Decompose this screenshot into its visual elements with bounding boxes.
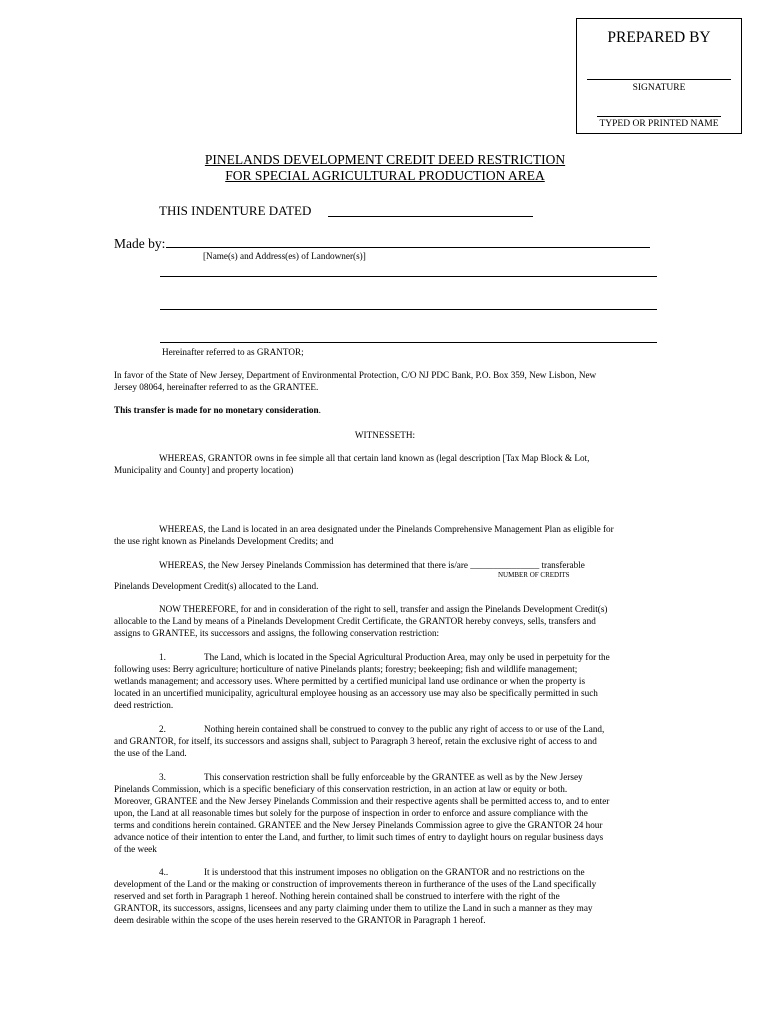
document-title-line2: FOR SPECIAL AGRICULTURAL PRODUCTION AREA	[225, 168, 545, 183]
paragraph-4-line4: GRANTOR, its successors, assigns, licensees and any party claiming under them to utilize the Land in such a manner as they may	[114, 903, 593, 913]
witnesseth-heading: WITNESSETH:	[354, 430, 416, 440]
paragraph-3-line5: terms and conditions herein contained. GRANTEE and the New Jersey Pinelands Commission agree to give the GRANTOR 24 hour	[114, 820, 603, 830]
monetary-statement	[114, 404, 644, 416]
grantee-paragraph	[114, 369, 644, 393]
paragraph-2-line2: and GRANTOR, for itself, its successors and assigns shall, subject to Paragraph 3 hereof, retain the exclusive right of access to and	[114, 736, 597, 746]
landowner-hint: [Name(s) and Address(es) of Landowner(s)]	[203, 251, 366, 261]
grantor-reference: Hereinafter referred to as GRANTOR;	[162, 347, 304, 357]
number-of-credits-label: NUMBER OF CREDITS	[498, 571, 570, 579]
paragraph-1-line1: The Land, which is located in the Special Agricultural Production Area, may only be used in perpetuity for the	[204, 652, 610, 662]
paragraph-3-line4: upon, the Land at all reasonable times but solely for the purpose of inspection in order to enforce and assure compliance with the	[114, 808, 588, 818]
landowner-line-3[interactable]	[160, 309, 657, 310]
now-therefore-line1: NOW THEREFORE, for and in consideration of the right to sell, transfer and assign the Pinelands Development Credit(s)	[159, 604, 608, 614]
grantee-line1: In favor of the State of New Jersey, Department of Environmental Protection, C/O NJ PDC Bank, P.O. Box 359, New Lisbon, New	[114, 370, 597, 380]
paragraph-3-line7: of the week	[114, 844, 157, 854]
paragraph-4-number: 4..	[159, 867, 169, 877]
indenture-label: THIS INDENTURE DATED	[159, 203, 312, 218]
whereas-2	[114, 523, 644, 547]
grantee-line2: Jersey 08064, hereinafter referred to as the GRANTEE.	[114, 382, 319, 392]
whereas-2-line1: WHEREAS, the Land is located in an area designated under the Pinelands Comprehensive Management Plan as eligible for	[159, 524, 614, 534]
paragraph-4-line2: development of the Land or the making or construction of improvements thereon in furtherance of the uses of the Land specifically	[114, 879, 597, 889]
signature-label: SIGNATURE	[632, 83, 686, 93]
monetary-end: .	[318, 405, 321, 415]
paragraph-3	[114, 771, 644, 855]
paragraph-3-number: 3.	[159, 772, 166, 782]
typed-name-line[interactable]	[597, 116, 721, 117]
landowner-line-4[interactable]	[160, 342, 657, 343]
paragraph-1-line4: located in an uncertified municipality, agricultural employee housing as an accessory use may also be specifically permitted in such	[114, 688, 598, 698]
prepared-by-title: PREPARED BY	[607, 29, 711, 46]
landowner-line-2[interactable]	[160, 276, 657, 277]
paragraph-2	[114, 723, 644, 759]
signature-line[interactable]	[587, 79, 731, 80]
paragraph-1-line2: following uses: Berry agriculture; horticulture of native Pinelands plants; forestry; beekeeping; fish and wildlife management;	[114, 664, 578, 674]
paragraph-3-line3: Moreover, GRANTEE and the New Jersey Pinelands Commission and their respective agents shall be permitted access to, and to enter	[114, 796, 610, 806]
paragraph-2-number: 2.	[159, 724, 166, 734]
typed-name-label: TYPED OR PRINTED NAME	[599, 119, 719, 129]
paragraph-3-line1: This conservation restriction shall be fully enforceable by the GRANTEE as well as by the New Jersey	[204, 772, 583, 782]
paragraph-4	[114, 866, 644, 926]
paragraph-1-line3: wetlands management; and accessory uses. Where permitted by a certified municipal land use ordinance or when the property is	[114, 676, 586, 686]
now-therefore	[114, 603, 644, 639]
paragraph-1-number: 1.	[159, 652, 166, 662]
paragraph-4-line1: It is understood that this instrument imposes no obligation on the GRANTOR and no restrictions on the	[204, 867, 585, 877]
prepared-by-box	[576, 18, 742, 134]
paragraph-3-line6: advance notice of their intention to enter the Land, and further, to limit such times of entry to daylight hours on regular business days	[114, 832, 604, 842]
whereas-3-line2: Pinelands Development Credit(s) allocated to the Land.	[114, 581, 319, 591]
paragraph-4-line3: reserved and set forth in Paragraph 1 hereof. Nothing herein contained shall be construed to interfere with the right of the	[114, 891, 560, 901]
whereas-3-line1: WHEREAS, the New Jersey Pinelands Commission has determined that there is/are _______________ transferable	[159, 560, 585, 570]
whereas-1-line2: Municipality and County] and property location)	[114, 465, 294, 475]
document-title-line1: PINELANDS DEVELOPMENT CREDIT DEED RESTRICTION	[204, 152, 566, 167]
paragraph-1-line5: deed restriction.	[114, 700, 174, 710]
whereas-1-line1: WHEREAS, GRANTOR owns in fee simple all that certain land known as (legal description [Tax Map Block & Lot,	[159, 453, 590, 463]
made-by-label: Made by:	[114, 236, 166, 251]
paragraph-1	[114, 651, 644, 711]
now-therefore-line2: allocable to the Land by means of a Pinelands Development Credit Certificate, the GRANTOR hereby conveys, sells, transfers and	[114, 616, 596, 626]
paragraph-2-line3: the use of the Land.	[114, 748, 187, 758]
paragraph-2-line1: Nothing herein contained shall be construed to convey to the public any right of access to or use of the Land,	[204, 724, 605, 734]
now-therefore-line3: assigns to GRANTEE, its successors and assigns, the following conservation restriction:	[114, 628, 440, 638]
indenture-date-line[interactable]	[328, 216, 533, 217]
monetary-bold: This transfer is made for no monetary consideration	[114, 405, 319, 415]
paragraph-3-line2: Pinelands Commission, which is a specific beneficiary of this conservation restriction, in an action at law or equity or both.	[114, 784, 568, 794]
landowner-line-1[interactable]	[166, 247, 650, 248]
whereas-1	[114, 452, 644, 476]
whereas-2-line2: the use right known as Pinelands Development Credits; and	[114, 536, 334, 546]
whereas-3	[114, 559, 644, 571]
paragraph-4-line5: deem desirable within the scope of the uses herein reserved to the GRANTOR in Paragraph 1 hereof.	[114, 915, 486, 925]
